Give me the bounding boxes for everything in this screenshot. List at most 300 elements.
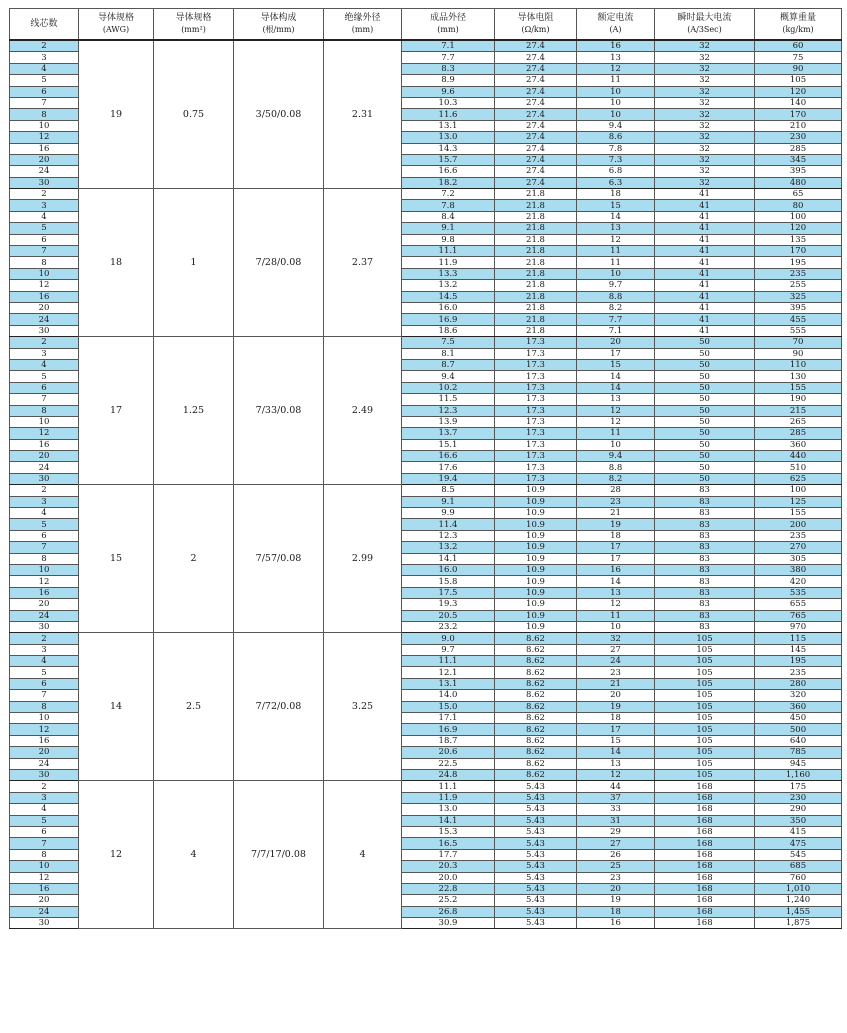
peak-current-cell: 105: [655, 701, 755, 712]
resistance-cell: 27.4: [495, 120, 577, 131]
cores-cell: 12: [10, 724, 79, 735]
insulation-od-cell: 2.37: [324, 189, 402, 337]
cores-cell: 20: [10, 599, 79, 610]
peak-current-cell: 83: [655, 485, 755, 496]
peak-current-cell: 50: [655, 348, 755, 359]
weight-cell: 195: [755, 257, 842, 268]
finished-od-cell: 11.6: [402, 109, 495, 120]
finished-od-cell: 11.4: [402, 519, 495, 530]
peak-current-cell: 105: [655, 667, 755, 678]
finished-od-cell: 19.4: [402, 473, 495, 484]
resistance-cell: 17.3: [495, 348, 577, 359]
finished-od-cell: 11.1: [402, 246, 495, 257]
rated-current-cell: 23: [577, 496, 655, 507]
peak-current-cell: 50: [655, 382, 755, 393]
cores-cell: 12: [10, 280, 79, 291]
weight-cell: 760: [755, 872, 842, 883]
weight-cell: 545: [755, 849, 842, 860]
cores-cell: 20: [10, 154, 79, 165]
cores-cell: 6: [10, 530, 79, 541]
peak-current-cell: 168: [655, 804, 755, 815]
resistance-cell: 17.3: [495, 473, 577, 484]
finished-od-cell: 9.1: [402, 496, 495, 507]
construction-cell: 3/50/0.08: [234, 40, 324, 189]
finished-od-cell: 9.1: [402, 223, 495, 234]
rated-current-cell: 18: [577, 713, 655, 724]
peak-current-cell: 50: [655, 405, 755, 416]
cores-cell: 30: [10, 918, 79, 929]
weight-cell: 210: [755, 120, 842, 131]
cores-cell: 4: [10, 211, 79, 222]
resistance-cell: 27.4: [495, 75, 577, 86]
rated-current-cell: 6.3: [577, 177, 655, 188]
finished-od-cell: 14.3: [402, 143, 495, 154]
rated-current-cell: 15: [577, 735, 655, 746]
finished-od-cell: 12.3: [402, 405, 495, 416]
finished-od-cell: 16.6: [402, 451, 495, 462]
resistance-cell: 21.8: [495, 325, 577, 336]
cores-cell: 6: [10, 678, 79, 689]
resistance-cell: 5.43: [495, 804, 577, 815]
cores-cell: 20: [10, 895, 79, 906]
finished-od-cell: 19.3: [402, 599, 495, 610]
weight-cell: 285: [755, 428, 842, 439]
cores-cell: 8: [10, 257, 79, 268]
peak-current-cell: 32: [655, 154, 755, 165]
finished-od-cell: 16.6: [402, 166, 495, 177]
weight-cell: 1,010: [755, 883, 842, 894]
finished-od-cell: 14.1: [402, 553, 495, 564]
rated-current-cell: 9.4: [577, 120, 655, 131]
weight-cell: 625: [755, 473, 842, 484]
cores-cell: 24: [10, 906, 79, 917]
rated-current-cell: 37: [577, 792, 655, 803]
peak-current-cell: 50: [655, 473, 755, 484]
header-row: [10, 9, 842, 41]
cores-cell: 5: [10, 667, 79, 678]
weight-cell: 1,160: [755, 770, 842, 781]
finished-od-cell: 8.3: [402, 63, 495, 74]
construction-cell: 7/72/0.08: [234, 633, 324, 781]
resistance-cell: 21.8: [495, 291, 577, 302]
cores-cell: 7: [10, 97, 79, 108]
peak-current-cell: 32: [655, 166, 755, 177]
awg-cell: 18: [79, 189, 154, 337]
finished-od-cell: 16.0: [402, 302, 495, 313]
finished-od-cell: 8.5: [402, 485, 495, 496]
finished-od-cell: 14.0: [402, 690, 495, 701]
peak-current-cell: 83: [655, 508, 755, 519]
peak-current-cell: 41: [655, 280, 755, 291]
cores-cell: 10: [10, 416, 79, 427]
rated-current-cell: 12: [577, 599, 655, 610]
rated-current-cell: 10: [577, 621, 655, 632]
awg-cell: 17: [79, 337, 154, 485]
weight-cell: 70: [755, 337, 842, 348]
finished-od-cell: 13.0: [402, 804, 495, 815]
rated-current-cell: 16: [577, 918, 655, 929]
finished-od-cell: 23.2: [402, 621, 495, 632]
resistance-cell: 8.62: [495, 690, 577, 701]
rated-current-cell: 6.8: [577, 166, 655, 177]
weight-cell: 60: [755, 40, 842, 52]
resistance-cell: 8.62: [495, 678, 577, 689]
resistance-cell: 10.9: [495, 564, 577, 575]
resistance-cell: 17.3: [495, 416, 577, 427]
rated-current-cell: 10: [577, 439, 655, 450]
rated-current-cell: 16: [577, 564, 655, 575]
peak-current-cell: 32: [655, 120, 755, 131]
cores-cell: 5: [10, 371, 79, 382]
cores-cell: 16: [10, 439, 79, 450]
finished-od-cell: 15.3: [402, 826, 495, 837]
peak-current-cell: 83: [655, 564, 755, 575]
rated-current-cell: 21: [577, 508, 655, 519]
header-awg: 导体规格 (AWG): [79, 9, 154, 41]
finished-od-cell: 17.7: [402, 849, 495, 860]
resistance-cell: 17.3: [495, 382, 577, 393]
rated-current-cell: 13: [577, 758, 655, 769]
resistance-cell: 27.4: [495, 52, 577, 63]
rated-current-cell: 7.3: [577, 154, 655, 165]
rated-current-cell: 10: [577, 109, 655, 120]
weight-cell: 420: [755, 576, 842, 587]
finished-od-cell: 7.2: [402, 189, 495, 200]
cores-cell: 30: [10, 473, 79, 484]
resistance-cell: 5.43: [495, 883, 577, 894]
finished-od-cell: 20.6: [402, 747, 495, 758]
weight-cell: 230: [755, 132, 842, 143]
rated-current-cell: 25: [577, 861, 655, 872]
rated-current-cell: 24: [577, 656, 655, 667]
cores-cell: 7: [10, 690, 79, 701]
cores-cell: 12: [10, 428, 79, 439]
weight-cell: 280: [755, 678, 842, 689]
peak-current-cell: 50: [655, 439, 755, 450]
weight-cell: 350: [755, 815, 842, 826]
weight-cell: 685: [755, 861, 842, 872]
rated-current-cell: 29: [577, 826, 655, 837]
cores-cell: 8: [10, 701, 79, 712]
weight-cell: 75: [755, 52, 842, 63]
weight-cell: 290: [755, 804, 842, 815]
header-mm2: 导体规格 (mm²): [154, 9, 234, 41]
cores-cell: 4: [10, 359, 79, 370]
rated-current-cell: 20: [577, 690, 655, 701]
resistance-cell: 27.4: [495, 154, 577, 165]
rated-current-cell: 12: [577, 63, 655, 74]
weight-cell: 155: [755, 382, 842, 393]
resistance-cell: 8.62: [495, 701, 577, 712]
cores-cell: 4: [10, 804, 79, 815]
weight-cell: 235: [755, 530, 842, 541]
table-row: [10, 40, 842, 52]
peak-current-cell: 50: [655, 462, 755, 473]
cores-cell: 6: [10, 382, 79, 393]
resistance-cell: 21.8: [495, 211, 577, 222]
finished-od-cell: 20.3: [402, 861, 495, 872]
resistance-cell: 8.62: [495, 633, 577, 644]
weight-cell: 395: [755, 166, 842, 177]
cores-cell: 2: [10, 485, 79, 496]
cores-cell: 5: [10, 223, 79, 234]
resistance-cell: 10.9: [495, 519, 577, 530]
cores-cell: 30: [10, 770, 79, 781]
cores-cell: 4: [10, 656, 79, 667]
finished-od-cell: 13.3: [402, 268, 495, 279]
resistance-cell: 8.62: [495, 747, 577, 758]
weight-cell: 120: [755, 86, 842, 97]
peak-current-cell: 41: [655, 200, 755, 211]
cores-cell: 8: [10, 405, 79, 416]
rated-current-cell: 8.8: [577, 291, 655, 302]
rated-current-cell: 18: [577, 906, 655, 917]
rated-current-cell: 13: [577, 587, 655, 598]
finished-od-cell: 16.9: [402, 314, 495, 325]
rated-current-cell: 8.2: [577, 302, 655, 313]
peak-current-cell: 32: [655, 97, 755, 108]
cores-cell: 3: [10, 200, 79, 211]
cores-cell: 5: [10, 75, 79, 86]
cores-cell: 24: [10, 610, 79, 621]
peak-current-cell: 105: [655, 656, 755, 667]
finished-od-cell: 22.5: [402, 758, 495, 769]
header-cores: 线芯数: [10, 9, 79, 41]
weight-cell: 100: [755, 485, 842, 496]
finished-od-cell: 24.8: [402, 770, 495, 781]
cores-cell: 16: [10, 291, 79, 302]
peak-current-cell: 32: [655, 132, 755, 143]
resistance-cell: 5.43: [495, 815, 577, 826]
weight-cell: 480: [755, 177, 842, 188]
finished-od-cell: 7.7: [402, 52, 495, 63]
finished-od-cell: 8.7: [402, 359, 495, 370]
cores-cell: 6: [10, 826, 79, 837]
cores-cell: 12: [10, 872, 79, 883]
peak-current-cell: 50: [655, 428, 755, 439]
mm2-cell: 4: [154, 781, 234, 929]
resistance-cell: 27.4: [495, 177, 577, 188]
rated-current-cell: 21: [577, 678, 655, 689]
rated-current-cell: 28: [577, 485, 655, 496]
cores-cell: 8: [10, 109, 79, 120]
weight-cell: 130: [755, 371, 842, 382]
peak-current-cell: 41: [655, 291, 755, 302]
weight-cell: 945: [755, 758, 842, 769]
rated-current-cell: 15: [577, 200, 655, 211]
peak-current-cell: 83: [655, 587, 755, 598]
resistance-cell: 8.62: [495, 758, 577, 769]
resistance-cell: 17.3: [495, 405, 577, 416]
weight-cell: 1,455: [755, 906, 842, 917]
insulation-od-cell: 4: [324, 781, 402, 929]
cores-cell: 2: [10, 633, 79, 644]
rated-current-cell: 20: [577, 883, 655, 894]
finished-od-cell: 14.5: [402, 291, 495, 302]
resistance-cell: 5.43: [495, 781, 577, 792]
cores-cell: 3: [10, 52, 79, 63]
weight-cell: 325: [755, 291, 842, 302]
weight-cell: 655: [755, 599, 842, 610]
peak-current-cell: 168: [655, 838, 755, 849]
weight-cell: 65: [755, 189, 842, 200]
resistance-cell: 5.43: [495, 826, 577, 837]
peak-current-cell: 105: [655, 678, 755, 689]
rated-current-cell: 19: [577, 895, 655, 906]
finished-od-cell: 13.9: [402, 416, 495, 427]
rated-current-cell: 13: [577, 52, 655, 63]
resistance-cell: 17.3: [495, 359, 577, 370]
finished-od-cell: 13.2: [402, 542, 495, 553]
weight-cell: 110: [755, 359, 842, 370]
resistance-cell: 8.62: [495, 724, 577, 735]
rated-current-cell: 13: [577, 394, 655, 405]
peak-current-cell: 168: [655, 792, 755, 803]
peak-current-cell: 83: [655, 530, 755, 541]
peak-current-cell: 41: [655, 211, 755, 222]
weight-cell: 395: [755, 302, 842, 313]
cores-cell: 16: [10, 587, 79, 598]
peak-current-cell: 105: [655, 644, 755, 655]
finished-od-cell: 8.9: [402, 75, 495, 86]
resistance-cell: 10.9: [495, 621, 577, 632]
cores-cell: 24: [10, 758, 79, 769]
weight-cell: 230: [755, 792, 842, 803]
weight-cell: 555: [755, 325, 842, 336]
resistance-cell: 17.3: [495, 394, 577, 405]
finished-od-cell: 8.1: [402, 348, 495, 359]
peak-current-cell: 168: [655, 895, 755, 906]
header-insulation-od: 绝缘外径 (mm): [324, 9, 402, 41]
header-construction: 导体构成 (根/mm): [234, 9, 324, 41]
rated-current-cell: 11: [577, 257, 655, 268]
finished-od-cell: 10.3: [402, 97, 495, 108]
peak-current-cell: 32: [655, 143, 755, 154]
rated-current-cell: 10: [577, 268, 655, 279]
finished-od-cell: 9.0: [402, 633, 495, 644]
rated-current-cell: 18: [577, 189, 655, 200]
finished-od-cell: 9.6: [402, 86, 495, 97]
peak-current-cell: 41: [655, 189, 755, 200]
rated-current-cell: 18: [577, 530, 655, 541]
resistance-cell: 27.4: [495, 143, 577, 154]
rated-current-cell: 14: [577, 211, 655, 222]
peak-current-cell: 168: [655, 906, 755, 917]
awg-cell: 15: [79, 485, 154, 633]
resistance-cell: 8.62: [495, 667, 577, 678]
cores-cell: 20: [10, 451, 79, 462]
table-row: [10, 633, 842, 644]
resistance-cell: 27.4: [495, 63, 577, 74]
weight-cell: 455: [755, 314, 842, 325]
construction-cell: 7/28/0.08: [234, 189, 324, 337]
finished-od-cell: 17.5: [402, 587, 495, 598]
cores-cell: 2: [10, 40, 79, 52]
rated-current-cell: 8.6: [577, 132, 655, 143]
resistance-cell: 27.4: [495, 97, 577, 108]
resistance-cell: 10.9: [495, 576, 577, 587]
resistance-cell: 10.9: [495, 542, 577, 553]
rated-current-cell: 7.8: [577, 143, 655, 154]
finished-od-cell: 9.4: [402, 371, 495, 382]
finished-od-cell: 8.4: [402, 211, 495, 222]
weight-cell: 140: [755, 97, 842, 108]
finished-od-cell: 9.9: [402, 508, 495, 519]
peak-current-cell: 168: [655, 918, 755, 929]
resistance-cell: 5.43: [495, 849, 577, 860]
resistance-cell: 8.62: [495, 713, 577, 724]
finished-od-cell: 7.8: [402, 200, 495, 211]
resistance-cell: 8.62: [495, 770, 577, 781]
rated-current-cell: 7.1: [577, 325, 655, 336]
resistance-cell: 10.9: [495, 599, 577, 610]
weight-cell: 360: [755, 701, 842, 712]
resistance-cell: 21.8: [495, 200, 577, 211]
rated-current-cell: 20: [577, 337, 655, 348]
peak-current-cell: 41: [655, 325, 755, 336]
peak-current-cell: 50: [655, 359, 755, 370]
cores-cell: 2: [10, 189, 79, 200]
finished-od-cell: 11.1: [402, 656, 495, 667]
resistance-cell: 5.43: [495, 895, 577, 906]
rated-current-cell: 17: [577, 542, 655, 553]
weight-cell: 100: [755, 211, 842, 222]
peak-current-cell: 41: [655, 302, 755, 313]
mm2-cell: 1.25: [154, 337, 234, 485]
peak-current-cell: 83: [655, 621, 755, 632]
peak-current-cell: 41: [655, 234, 755, 245]
weight-cell: 475: [755, 838, 842, 849]
rated-current-cell: 27: [577, 838, 655, 849]
finished-od-cell: 16.5: [402, 838, 495, 849]
peak-current-cell: 168: [655, 861, 755, 872]
weight-cell: 115: [755, 633, 842, 644]
cores-cell: 20: [10, 747, 79, 758]
resistance-cell: 5.43: [495, 792, 577, 803]
finished-od-cell: 11.1: [402, 781, 495, 792]
rated-current-cell: 27: [577, 644, 655, 655]
weight-cell: 125: [755, 496, 842, 507]
peak-current-cell: 32: [655, 86, 755, 97]
peak-current-cell: 83: [655, 576, 755, 587]
insulation-od-cell: 3.25: [324, 633, 402, 781]
cores-cell: 16: [10, 735, 79, 746]
resistance-cell: 21.8: [495, 246, 577, 257]
weight-cell: 360: [755, 439, 842, 450]
peak-current-cell: 105: [655, 758, 755, 769]
construction-cell: 7/33/0.08: [234, 337, 324, 485]
rated-current-cell: 9.7: [577, 280, 655, 291]
cores-cell: 3: [10, 644, 79, 655]
resistance-cell: 21.8: [495, 189, 577, 200]
finished-od-cell: 15.1: [402, 439, 495, 450]
resistance-cell: 10.9: [495, 587, 577, 598]
rated-current-cell: 11: [577, 75, 655, 86]
rated-current-cell: 10: [577, 86, 655, 97]
cores-cell: 10: [10, 861, 79, 872]
peak-current-cell: 83: [655, 599, 755, 610]
cores-cell: 20: [10, 302, 79, 313]
finished-od-cell: 11.9: [402, 257, 495, 268]
resistance-cell: 10.9: [495, 610, 577, 621]
awg-cell: 14: [79, 633, 154, 781]
rated-current-cell: 31: [577, 815, 655, 826]
weight-cell: 255: [755, 280, 842, 291]
peak-current-cell: 83: [655, 542, 755, 553]
header-peak-current: 瞬时最大电流 (A/3Sec): [655, 9, 755, 41]
cores-cell: 16: [10, 143, 79, 154]
table-row: [10, 485, 842, 496]
